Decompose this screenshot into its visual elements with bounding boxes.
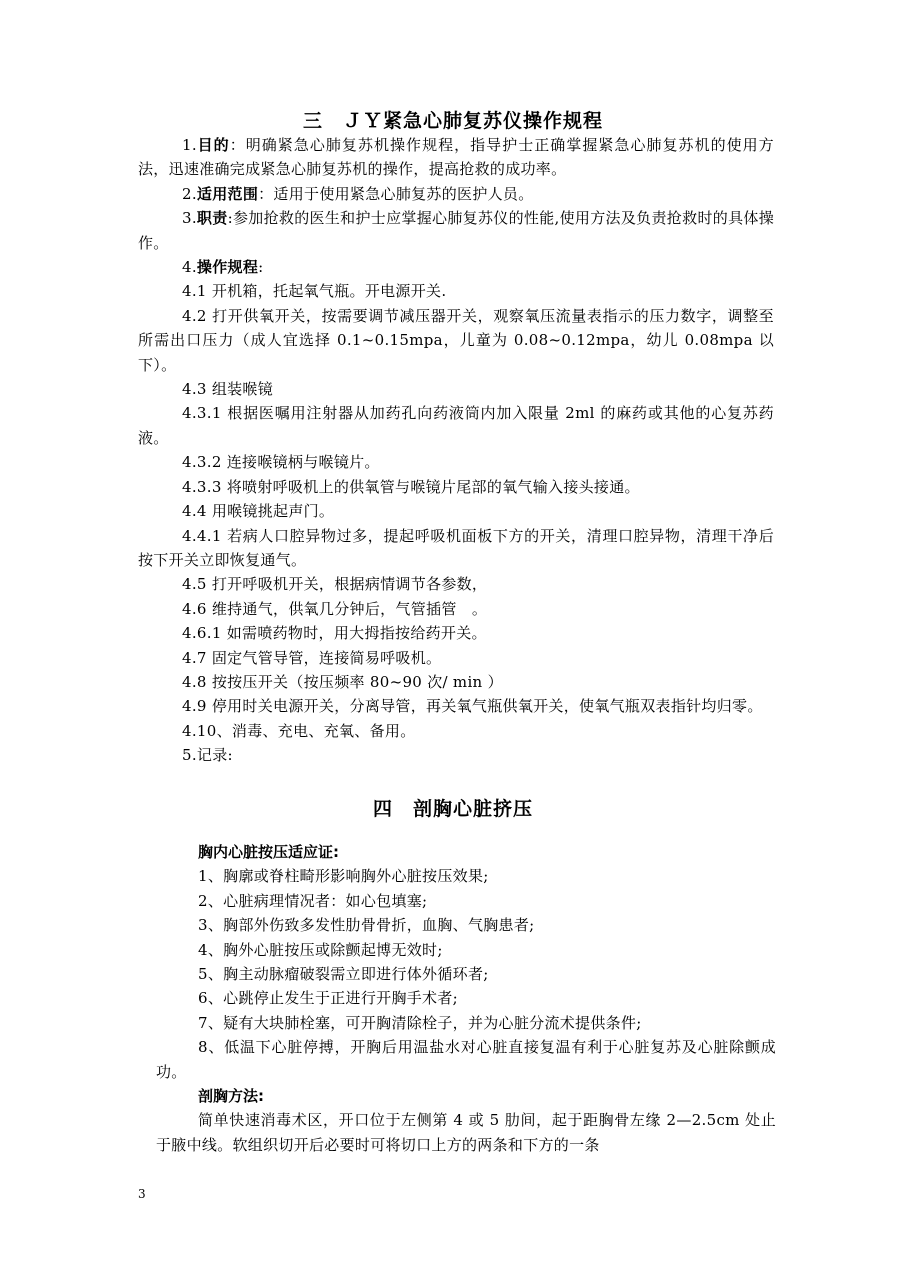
section-4-title: 四 剖胸心脏挤压 xyxy=(372,798,533,820)
step-paragraph: 5.记录: xyxy=(182,746,233,765)
procedure-label: 操作规程 xyxy=(196,258,259,277)
scope-text: ：适用于使用紧急心肺复苏的医护人员。 xyxy=(258,184,534,203)
step-paragraph: 4.9 停用时关电源开关，分离导管，再关氧气瓶供氧开关，使氧气瓶双表指针均归零。 xyxy=(182,697,763,716)
step-paragraph: 4.8 按按压开关（按压频率 80~90 次/ min ） xyxy=(182,672,503,691)
indications-heading: 胸内心脏按压适应证: xyxy=(198,843,339,861)
method-heading: 剖胸方法: xyxy=(198,1087,264,1106)
indication-item: 7、疑有大块肺栓塞，可开胸清除栓子，并为心脏分流术提供条件; xyxy=(198,1013,642,1032)
step-paragraph: 4.7 固定气管导管，连接简易呼吸机。 xyxy=(182,648,442,667)
indication-item: 4、胸外心脏按压或除颤起博无效时; xyxy=(198,940,443,959)
step-paragraph: 4.1 开机箱，托起氧气瓶。开电源开关. xyxy=(182,282,447,301)
section-3-body xyxy=(138,133,774,768)
step-paragraph: 4.3.3 将喷射呼吸机上的供氧管与喉镜片尾部的氧气输入接头接通。 xyxy=(182,477,640,496)
step-paragraph: 4.6.1 如需喷药物时，用大拇指按给药开关。 xyxy=(182,624,487,643)
page-number: 3 xyxy=(138,1187,146,1201)
duty-text: :参加抢救的医生和护士应掌握心肺复苏仪的性能,使用方法及负责抢救时的具体操作。 xyxy=(138,209,774,252)
section-3-title: 三 ＪＹ紧急心肺复苏仪操作规程 xyxy=(302,110,603,132)
scope-paragraph xyxy=(138,182,774,206)
step-paragraph: 4.5 打开呼吸机开关，根据病情调节各参数， xyxy=(182,575,488,594)
step-paragraph: 4.10、消毒、充电、充氧、备用。 xyxy=(182,721,416,740)
duty-number: 3. xyxy=(182,209,197,228)
duty-label: 职责 xyxy=(196,209,228,228)
scope-label: 适用范围 xyxy=(196,184,259,203)
step-paragraph: 4.6 维持通气，供氧几分钟后，气管插管 。 xyxy=(182,599,488,618)
purpose-text: ：明确紧急心肺复苏机操作规程，指导护士正确掌握紧急心肺复苏机的使用方法，迅速准确完成紧急心肺复苏机的操作，提高抢救的成功率。 xyxy=(138,136,774,179)
method-paragraph: 简单快速消毒术区，开口位于左侧第 4 或 5 肋间，起于距胸骨左缘 2—2.5cm 处止于腋中线。软组织切开后必要时可将切口上方的两条和下方的一条 xyxy=(156,1111,776,1154)
purpose-paragraph xyxy=(138,133,774,182)
purpose-number: 1. xyxy=(182,136,197,154)
procedure-colon: : xyxy=(258,258,264,277)
indication-item: 2、心脏病理情况者：如心包填塞; xyxy=(198,891,428,910)
step-paragraph: 4.4 用喉镜挑起声门。 xyxy=(182,502,335,521)
scope-number: 2. xyxy=(182,184,197,203)
step-paragraph: 4.3 组装喉镜 xyxy=(182,380,274,399)
procedure-heading xyxy=(138,255,774,279)
step-paragraph: 4.2 打开供氧开关，按需要调节减压器开关，观察氧压流量表指示的压力数字，调整至所需出口压力（成人宜选择 0.1~0.15mpa，儿童为 0.08~0.12mpa，幼儿 0.08mpa 以下）。 xyxy=(138,306,774,374)
indication-item: 1、胸廓或脊柱畸形影响胸外心脏按压效果; xyxy=(198,867,489,886)
step-paragraph: 4.3.1 根据医嘱用注射器从加药孔向药液筒内加入限量 2ml 的麻药或其他的心复苏药液。 xyxy=(138,404,774,447)
indication-item: 5、胸主动脉瘤破裂需立即进行体外循环者; xyxy=(198,965,489,984)
duty-paragraph xyxy=(138,206,774,255)
step-paragraph: 4.3.2 连接喉镜柄与喉镜片。 xyxy=(182,453,380,472)
purpose-label: 目的 xyxy=(196,136,230,154)
indication-item: 3、胸部外伤致多发性肋骨骨折，血胸、气胸患者; xyxy=(198,916,535,935)
section-4-body xyxy=(156,840,776,1157)
indication-item: 8、低温下心脏停搏，开胸后用温盐水对心脏直接复温有利于心脏复苏及心脏除颤成功。 xyxy=(156,1038,776,1081)
procedure-number: 4. xyxy=(182,258,197,277)
step-paragraph: 4.4.1 若病人口腔异物过多，提起呼吸机面板下方的开关，清理口腔异物，清理干净后按下开关立即恢复通气。 xyxy=(138,526,774,569)
indication-item: 6、心跳停止发生于正进行开胸手术者; xyxy=(198,989,458,1008)
